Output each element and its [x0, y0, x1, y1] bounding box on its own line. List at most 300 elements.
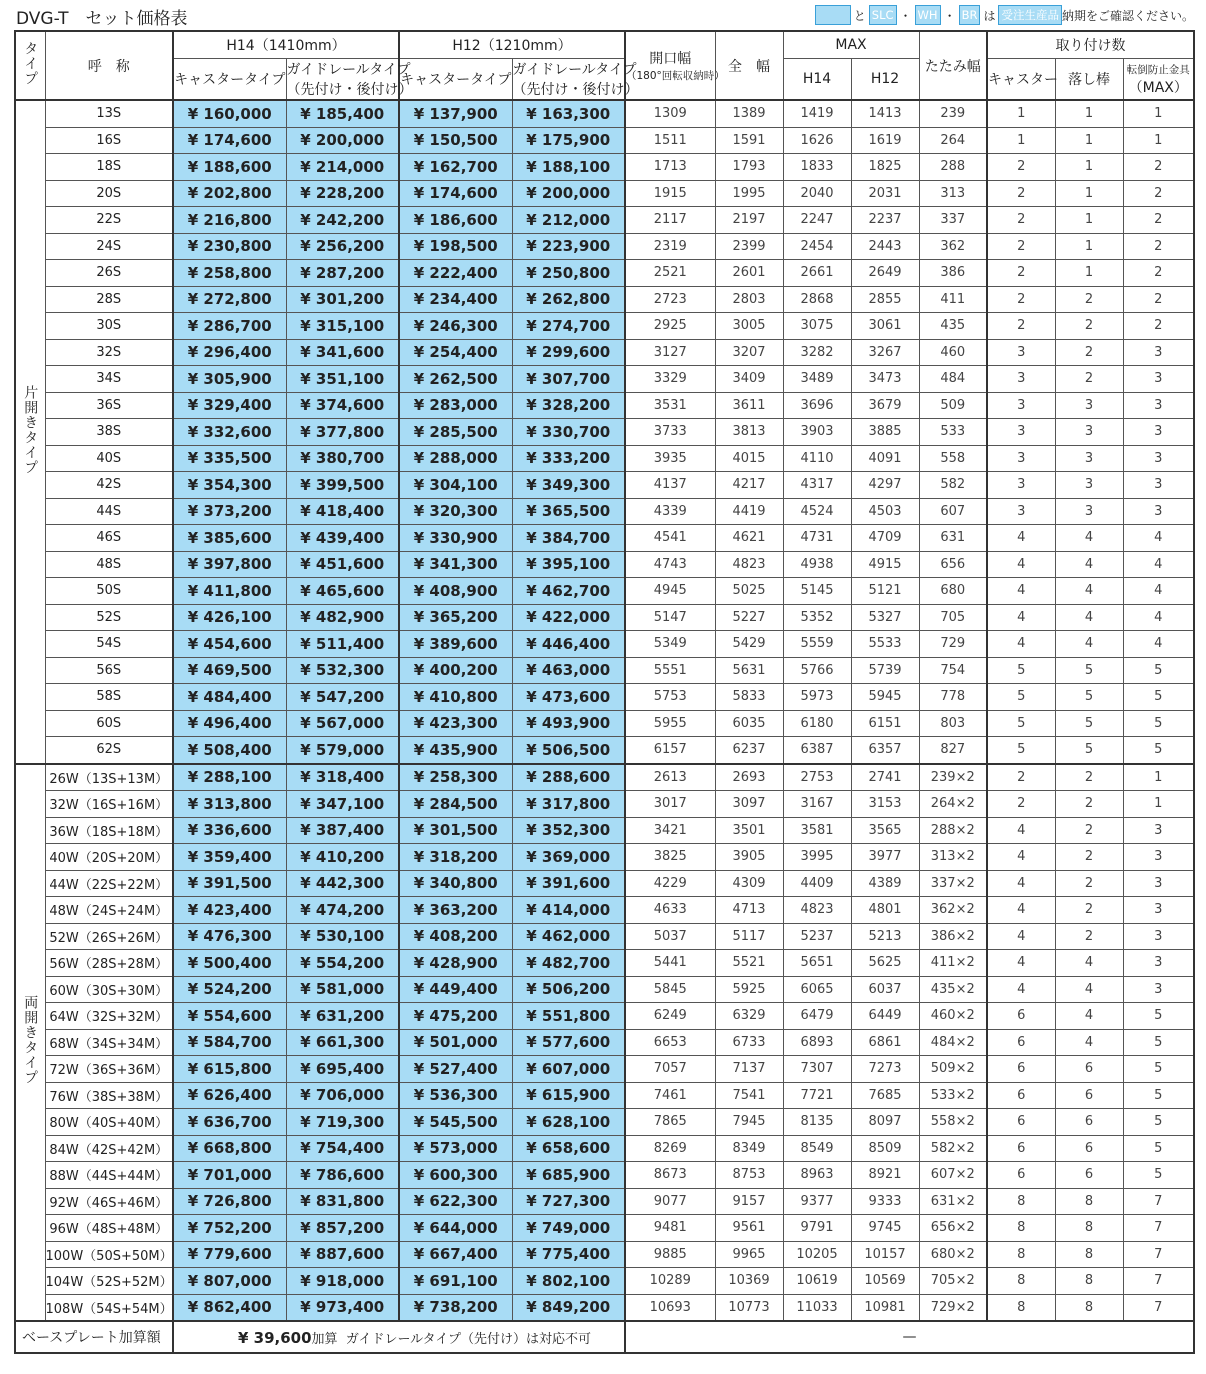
price-cell: ¥ 288,100: [173, 764, 286, 791]
spec-cell: 2868: [783, 286, 851, 313]
spec-cell: 3: [987, 498, 1055, 525]
spec-cell: 5845: [625, 976, 715, 1003]
price-cell: ¥ 511,400: [286, 631, 399, 658]
table-row: [15, 100, 1194, 127]
spec-cell: 4823: [783, 897, 851, 924]
legend-blank-chip: [815, 5, 851, 25]
spec-cell: 3679: [851, 392, 919, 419]
spec-cell: 3: [1055, 392, 1123, 419]
spec-cell: 460×2: [919, 1003, 987, 1030]
price-cell: ¥ 918,000: [286, 1268, 399, 1295]
spec-cell: 778: [919, 684, 987, 711]
price-cell: ¥ 162,700: [399, 154, 512, 181]
spec-cell: 5117: [715, 923, 783, 950]
price-cell: ¥ 287,200: [286, 260, 399, 287]
table-row: [15, 578, 1194, 605]
spec-cell: 7541: [715, 1082, 783, 1109]
spec-cell: 4915: [851, 551, 919, 578]
row-name: 84W（42S+42M）: [45, 1135, 173, 1162]
price-cell: ¥ 414,000: [512, 897, 625, 924]
spec-cell: 5: [1123, 1135, 1194, 1162]
price-cell: ¥ 857,200: [286, 1215, 399, 1242]
spec-cell: 3: [1123, 392, 1194, 419]
header-h14: H14（1410mm）: [173, 31, 399, 59]
price-cell: ¥ 454,600: [173, 631, 286, 658]
spec-cell: 6357: [851, 737, 919, 764]
spec-cell: 288×2: [919, 817, 987, 844]
price-cell: ¥ 831,800: [286, 1188, 399, 1215]
price-cell: ¥ 320,300: [399, 498, 512, 525]
price-cell: ¥ 410,200: [286, 844, 399, 871]
spec-cell: 1: [1055, 207, 1123, 234]
spec-cell: 5: [1123, 1029, 1194, 1056]
spec-cell: 6: [1055, 1082, 1123, 1109]
price-cell: ¥ 242,200: [286, 207, 399, 234]
spec-cell: 5651: [783, 950, 851, 977]
spec-cell: 4297: [851, 472, 919, 499]
spec-cell: 362: [919, 233, 987, 260]
spec-cell: 2601: [715, 260, 783, 287]
price-cell: ¥ 307,700: [512, 366, 625, 393]
price-cell: ¥ 341,300: [399, 551, 512, 578]
table-row: [15, 976, 1194, 1003]
spec-cell: 6: [1055, 1135, 1123, 1162]
price-cell: ¥ 395,100: [512, 551, 625, 578]
spec-cell: 6: [1055, 1162, 1123, 1189]
spec-cell: 2: [1123, 313, 1194, 340]
spec-cell: 3903: [783, 419, 851, 446]
spec-cell: 3733: [625, 419, 715, 446]
spec-cell: 1626: [783, 127, 851, 154]
table-row: [15, 472, 1194, 499]
spec-cell: 288: [919, 154, 987, 181]
row-name: 108W（54S+54M）: [45, 1294, 173, 1321]
spec-cell: 7685: [851, 1082, 919, 1109]
spec-cell: 8135: [783, 1109, 851, 1136]
price-cell: ¥ 779,600: [173, 1241, 286, 1268]
spec-cell: 9885: [625, 1241, 715, 1268]
price-cell: ¥ 476,300: [173, 923, 286, 950]
spec-cell: 1309: [625, 100, 715, 127]
price-cell: ¥ 442,300: [286, 870, 399, 897]
price-cell: ¥ 615,800: [173, 1056, 286, 1083]
price-cell: ¥ 600,300: [399, 1162, 512, 1189]
spec-cell: 9791: [783, 1215, 851, 1242]
spec-cell: 4137: [625, 472, 715, 499]
spec-cell: 2: [1055, 870, 1123, 897]
spec-cell: 8: [987, 1294, 1055, 1321]
spec-cell: 2040: [783, 180, 851, 207]
price-cell: ¥ 258,800: [173, 260, 286, 287]
price-cell: ¥ 719,300: [286, 1109, 399, 1136]
spec-cell: 9077: [625, 1188, 715, 1215]
table-row: [15, 366, 1194, 393]
spec-cell: 4: [987, 950, 1055, 977]
price-cell: ¥ 738,200: [399, 1294, 512, 1321]
spec-cell: 239: [919, 100, 987, 127]
spec-cell: 5955: [625, 710, 715, 737]
spec-cell: 4: [1123, 578, 1194, 605]
price-cell: ¥ 607,000: [512, 1056, 625, 1083]
row-name: 48S: [45, 551, 173, 578]
spec-cell: 6: [1055, 1056, 1123, 1083]
price-cell: ¥ 726,800: [173, 1188, 286, 1215]
spec-cell: 4389: [851, 870, 919, 897]
price-cell: ¥ 377,800: [286, 419, 399, 446]
spec-cell: 5631: [715, 657, 783, 684]
spec-cell: 5147: [625, 604, 715, 631]
spec-cell: 6329: [715, 1003, 783, 1030]
price-cell: ¥ 636,700: [173, 1109, 286, 1136]
price-cell: ¥ 328,200: [512, 392, 625, 419]
spec-cell: 2031: [851, 180, 919, 207]
spec-cell: 8: [1055, 1294, 1123, 1321]
price-cell: ¥ 615,900: [512, 1082, 625, 1109]
legend-and: と: [853, 8, 866, 23]
spec-cell: 4: [987, 923, 1055, 950]
table-row: [15, 710, 1194, 737]
price-cell: ¥ 384,700: [512, 525, 625, 552]
header-name: 呼 称: [45, 31, 173, 100]
price-cell: ¥ 332,600: [173, 419, 286, 446]
spec-cell: 7: [1123, 1294, 1194, 1321]
spec-cell: 680: [919, 578, 987, 605]
price-cell: ¥ 500,400: [173, 950, 286, 977]
spec-cell: 5213: [851, 923, 919, 950]
spec-cell: 4: [987, 844, 1055, 871]
price-cell: ¥ 288,600: [512, 764, 625, 791]
row-name: 52S: [45, 604, 173, 631]
price-cell: ¥ 333,200: [512, 445, 625, 472]
price-cell: ¥ 749,000: [512, 1215, 625, 1242]
spec-cell: 4: [1055, 578, 1123, 605]
price-cell: ¥ 285,500: [399, 419, 512, 446]
spec-cell: 1713: [625, 154, 715, 181]
legend: [815, 5, 1194, 25]
spec-cell: 631: [919, 525, 987, 552]
spec-cell: 4: [987, 525, 1055, 552]
spec-cell: 4823: [715, 551, 783, 578]
spec-cell: 3: [1123, 870, 1194, 897]
spec-cell: 3501: [715, 817, 783, 844]
spec-cell: 5559: [783, 631, 851, 658]
price-cell: ¥ 186,600: [399, 207, 512, 234]
spec-cell: 9561: [715, 1215, 783, 1242]
price-cell: ¥ 423,300: [399, 710, 512, 737]
row-name: 76W（38S+38M）: [45, 1082, 173, 1109]
price-cell: ¥ 547,200: [286, 684, 399, 711]
spec-cell: 2803: [715, 286, 783, 313]
spec-cell: 3153: [851, 791, 919, 818]
price-cell: ¥ 527,400: [399, 1056, 512, 1083]
spec-cell: 3: [987, 472, 1055, 499]
spec-cell: 6449: [851, 1003, 919, 1030]
spec-cell: 7: [1123, 1215, 1194, 1242]
price-cell: ¥ 286,700: [173, 313, 286, 340]
price-cell: ¥ 397,800: [173, 551, 286, 578]
spec-cell: 435×2: [919, 976, 987, 1003]
spec-cell: 5: [987, 737, 1055, 764]
spec-cell: 582×2: [919, 1135, 987, 1162]
group-label-text: 片開きタイプ: [22, 384, 39, 475]
spec-cell: 6: [987, 1082, 1055, 1109]
price-cell: ¥ 336,600: [173, 817, 286, 844]
price-cell: ¥ 462,700: [512, 578, 625, 605]
footer-caveat: ガイドレールタイプ（先付け）は対応不可: [345, 1331, 592, 1347]
row-name: 26W（13S+13M）: [45, 764, 173, 791]
spec-cell: 2753: [783, 764, 851, 791]
spec-cell: 8: [1055, 1241, 1123, 1268]
table-row: [15, 1162, 1194, 1189]
row-name: 96W（48S+48M）: [45, 1215, 173, 1242]
spec-cell: 533: [919, 419, 987, 446]
spec-cell: 558×2: [919, 1109, 987, 1136]
spec-cell: 484: [919, 366, 987, 393]
spec-cell: 1: [1055, 233, 1123, 260]
spec-cell: 4: [1055, 551, 1123, 578]
price-cell: ¥ 493,900: [512, 710, 625, 737]
row-name: 26S: [45, 260, 173, 287]
spec-cell: 5: [1123, 657, 1194, 684]
spec-cell: 2: [987, 260, 1055, 287]
spec-cell: 7137: [715, 1056, 783, 1083]
table-row: [15, 498, 1194, 525]
spec-cell: 386×2: [919, 923, 987, 950]
price-cell: ¥ 573,000: [399, 1135, 512, 1162]
spec-cell: 3017: [625, 791, 715, 818]
price-cell: ¥ 727,300: [512, 1188, 625, 1215]
spec-cell: 6: [1055, 1109, 1123, 1136]
spec-cell: 4945: [625, 578, 715, 605]
spec-cell: 6893: [783, 1029, 851, 1056]
row-name: 16S: [45, 127, 173, 154]
price-cell: ¥ 849,200: [512, 1294, 625, 1321]
spec-cell: 3905: [715, 844, 783, 871]
legend-dot: ・: [899, 8, 912, 23]
header-mount-count: 取り付け数: [987, 31, 1194, 59]
price-cell: ¥ 532,300: [286, 657, 399, 684]
legend-wa: は: [983, 8, 996, 23]
spec-cell: 3207: [715, 339, 783, 366]
spec-cell: 10157: [851, 1241, 919, 1268]
spec-cell: 1: [1055, 154, 1123, 181]
spec-cell: 435: [919, 313, 987, 340]
price-cell: ¥ 363,200: [399, 897, 512, 924]
spec-cell: 8: [987, 1268, 1055, 1295]
footer-suffix: 加算: [311, 1331, 338, 1347]
price-cell: ¥ 484,400: [173, 684, 286, 711]
row-name: 44S: [45, 498, 173, 525]
spec-cell: 4110: [783, 445, 851, 472]
price-cell: ¥ 423,400: [173, 897, 286, 924]
spec-cell: 754: [919, 657, 987, 684]
spec-cell: 4: [987, 631, 1055, 658]
spec-cell: 3005: [715, 313, 783, 340]
legend-note: 納期をご確認ください。: [1061, 8, 1194, 23]
price-cell: ¥ 296,400: [173, 339, 286, 366]
spec-cell: 1511: [625, 127, 715, 154]
price-cell: ¥ 661,300: [286, 1029, 399, 1056]
price-cell: ¥ 262,500: [399, 366, 512, 393]
table-row: [15, 313, 1194, 340]
spec-cell: 3: [987, 445, 1055, 472]
spec-cell: 3: [1055, 445, 1123, 472]
spec-cell: 411×2: [919, 950, 987, 977]
header-opening-main: 開口幅: [649, 51, 692, 67]
spec-cell: 4: [1055, 604, 1123, 631]
spec-cell: 7865: [625, 1109, 715, 1136]
spec-cell: 4: [1055, 976, 1123, 1003]
spec-cell: 5349: [625, 631, 715, 658]
spec-cell: 4: [1055, 950, 1123, 977]
spec-cell: 582: [919, 472, 987, 499]
spec-cell: 4: [1123, 631, 1194, 658]
spec-cell: 10369: [715, 1268, 783, 1295]
price-cell: ¥ 200,000: [512, 180, 625, 207]
price-cell: ¥ 374,600: [286, 392, 399, 419]
row-name: 44W（22S+22M）: [45, 870, 173, 897]
price-cell: ¥ 802,100: [512, 1268, 625, 1295]
spec-cell: 3: [1123, 472, 1194, 499]
table-row: [15, 180, 1194, 207]
row-name: 104W（52S+52M）: [45, 1268, 173, 1295]
spec-cell: 2: [1123, 180, 1194, 207]
table-row: [15, 684, 1194, 711]
price-cell: ¥ 581,000: [286, 976, 399, 1003]
spec-cell: 4015: [715, 445, 783, 472]
spec-cell: 705×2: [919, 1268, 987, 1295]
price-cell: ¥ 418,400: [286, 498, 399, 525]
table-row: [15, 817, 1194, 844]
table-row: [15, 870, 1194, 897]
price-cell: ¥ 228,200: [286, 180, 399, 207]
spec-cell: 1825: [851, 154, 919, 181]
spec-cell: 4: [987, 976, 1055, 1003]
row-name: 18S: [45, 154, 173, 181]
price-cell: ¥ 706,000: [286, 1082, 399, 1109]
price-cell: ¥ 160,000: [173, 100, 286, 127]
price-cell: ¥ 644,000: [399, 1215, 512, 1242]
table-row: [15, 551, 1194, 578]
spec-cell: 6065: [783, 976, 851, 1003]
spec-cell: 1: [1123, 764, 1194, 791]
spec-cell: 4: [1123, 525, 1194, 552]
spec-cell: 4: [1055, 631, 1123, 658]
spec-cell: 2117: [625, 207, 715, 234]
spec-cell: 3531: [625, 392, 715, 419]
price-cell: ¥ 284,500: [399, 791, 512, 818]
table-row: [15, 419, 1194, 446]
table-row: [15, 154, 1194, 181]
spec-cell: 2: [1055, 897, 1123, 924]
spec-cell: 8921: [851, 1162, 919, 1189]
spec-cell: 1: [1055, 100, 1123, 127]
price-cell: ¥ 301,200: [286, 286, 399, 313]
row-name: 100W（50S+50M）: [45, 1241, 173, 1268]
price-cell: ¥ 887,600: [286, 1241, 399, 1268]
table-row: [15, 1029, 1194, 1056]
table-row: [15, 286, 1194, 313]
price-cell: ¥ 351,100: [286, 366, 399, 393]
spec-cell: 509×2: [919, 1056, 987, 1083]
price-cell: ¥ 380,700: [286, 445, 399, 472]
price-cell: ¥ 626,400: [173, 1082, 286, 1109]
spec-cell: 5025: [715, 578, 783, 605]
spec-cell: 3: [1055, 419, 1123, 446]
price-cell: ¥ 668,800: [173, 1135, 286, 1162]
spec-cell: 5: [1123, 1056, 1194, 1083]
spec-cell: 4621: [715, 525, 783, 552]
spec-cell: 5037: [625, 923, 715, 950]
row-name: 72W（36S+36M）: [45, 1056, 173, 1083]
price-cell: ¥ 496,400: [173, 710, 286, 737]
spec-cell: 2: [1123, 154, 1194, 181]
spec-cell: 4: [987, 578, 1055, 605]
price-cell: ¥ 524,200: [173, 976, 286, 1003]
table-row: [15, 1215, 1194, 1242]
spec-cell: 4: [1055, 1003, 1123, 1030]
table-row: [15, 1135, 1194, 1162]
spec-cell: 9377: [783, 1188, 851, 1215]
spec-cell: 3825: [625, 844, 715, 871]
spec-cell: 4633: [625, 897, 715, 924]
spec-cell: 3: [1123, 366, 1194, 393]
price-cell: ¥ 365,200: [399, 604, 512, 631]
price-cell: ¥ 222,400: [399, 260, 512, 287]
price-cell: ¥ 695,400: [286, 1056, 399, 1083]
price-cell: ¥ 391,500: [173, 870, 286, 897]
spec-cell: 4: [1123, 551, 1194, 578]
price-cell: ¥ 188,600: [173, 154, 286, 181]
spec-cell: 4: [987, 870, 1055, 897]
spec-cell: 4: [1055, 525, 1123, 552]
spec-cell: 3: [1123, 950, 1194, 977]
spec-cell: 460: [919, 339, 987, 366]
spec-cell: 1793: [715, 154, 783, 181]
spec-cell: 8: [1055, 1215, 1123, 1242]
spec-cell: 2: [1123, 207, 1194, 234]
spec-cell: 5121: [851, 578, 919, 605]
price-cell: ¥ 410,800: [399, 684, 512, 711]
footer-amount: ¥ 39,600: [238, 1328, 312, 1347]
price-cell: ¥ 473,600: [512, 684, 625, 711]
row-name: 36W（18S+18M）: [45, 817, 173, 844]
spec-cell: 2: [1123, 260, 1194, 287]
spec-cell: 558: [919, 445, 987, 472]
row-name: 13S: [45, 100, 173, 127]
table-row: [15, 657, 1194, 684]
price-cell: ¥ 545,500: [399, 1109, 512, 1136]
spec-cell: 386: [919, 260, 987, 287]
spec-cell: 7461: [625, 1082, 715, 1109]
price-cell: ¥ 506,200: [512, 976, 625, 1003]
spec-cell: 4409: [783, 870, 851, 897]
spec-cell: 4419: [715, 498, 783, 525]
spec-cell: 2: [987, 154, 1055, 181]
spec-cell: 5521: [715, 950, 783, 977]
row-name: 32W（16S+16M）: [45, 791, 173, 818]
price-cell: ¥ 288,000: [399, 445, 512, 472]
table-footer: [15, 1321, 1194, 1353]
spec-cell: 3473: [851, 366, 919, 393]
table-header: [15, 31, 1194, 100]
price-cell: ¥ 250,800: [512, 260, 625, 287]
header-fold-width: たたみ幅: [919, 31, 987, 100]
price-cell: ¥ 385,600: [173, 525, 286, 552]
price-cell: ¥ 631,200: [286, 1003, 399, 1030]
spec-cell: 631×2: [919, 1188, 987, 1215]
spec-cell: 6733: [715, 1029, 783, 1056]
